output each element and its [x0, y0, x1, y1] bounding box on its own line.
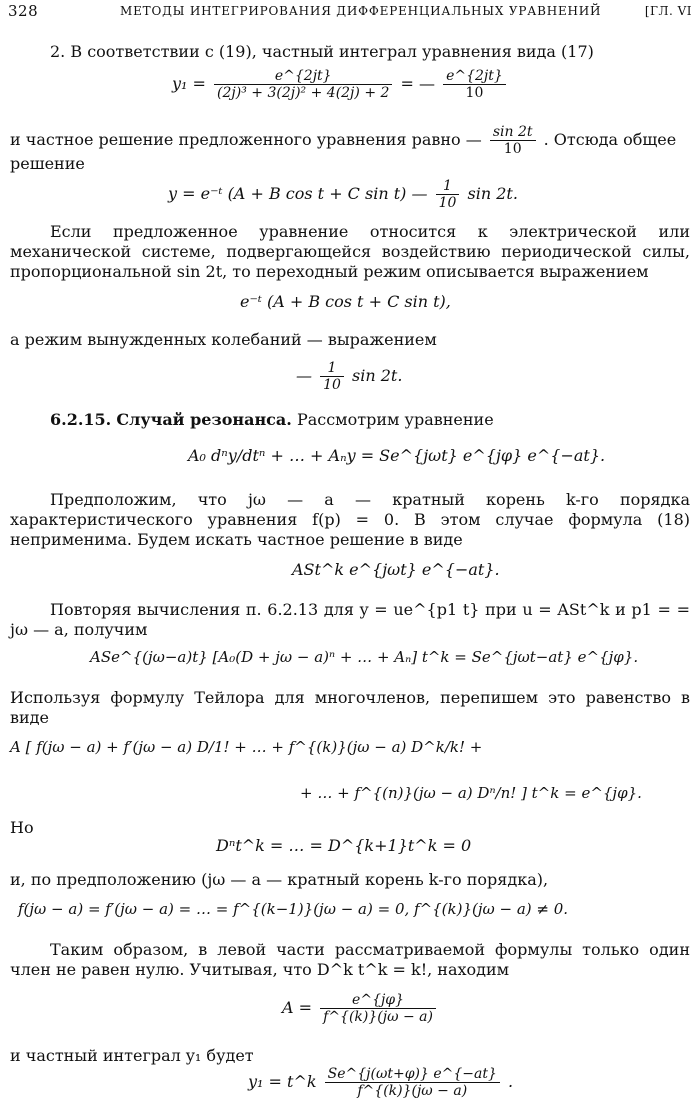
eq1-numerator-2: e^{2jt} [446, 68, 503, 84]
page-header [8, 2, 692, 24]
paragraph-3: Если предложенное уравнение относится к электрической или механической системе, подвергающейся воздействию периодической силы, пропорциональной sin 2t, то переходный режим описывается выражением [10, 222, 690, 281]
eq1-denominator-2: 10 [443, 84, 506, 101]
paragraph-5: Предположим, что jω — a — кратный корень k-го порядка характеристического уравнения f(p) = 0. В этом случае формула (18) неприменима. Будем искать частное решение в виде [10, 490, 690, 549]
equation-10: Dⁿt^k = … = D^{k+1}t^k = 0 [216, 836, 472, 855]
eq1-lhs: y₁ = [172, 74, 206, 93]
eq1-fraction-2 [443, 68, 506, 101]
chapter-label: [ГЛ. VI [644, 4, 692, 18]
eq5-fraction [320, 360, 344, 393]
equation-5: — $\frac{1}{10}$ sin 2t. [296, 360, 403, 393]
equation-9-line-1: A [ f(jω − a) + f′(jω − a) D/1! + … + f^{(k)}(jω − a) D^k/k! + [10, 738, 483, 756]
eq1-numerator: e^{2jt} [274, 68, 332, 84]
paragraph-11: и частный интеграл y₁ будет [10, 1046, 254, 1065]
eq5-tail: sin 2t. [352, 366, 403, 385]
paragraph-10: Таким образом, в левой части рассматриваемой формулы только один член не равен нулю. Учитывая, что D^k t^k = k!, находим [10, 940, 690, 979]
page-number: 328 [8, 2, 39, 20]
section-lead: Рассмотрим уравнение [296, 410, 494, 429]
eq12-numerator: e^{jφ} [352, 992, 405, 1008]
eq12-denominator: f^{(k)}(jω − a) [320, 1008, 436, 1025]
eq5-numerator: 1 [327, 360, 337, 376]
paragraph-1: 2. В соответствии с (19), частный интеграл уравнения вида (17) [50, 42, 594, 61]
p2-text-b: . Отсюда общее [543, 130, 677, 149]
eq12-lhs: A = [282, 998, 313, 1017]
paragraph-4: а режим вынужденных колебаний — выражением [10, 330, 437, 349]
eq13-tail: . [508, 1072, 514, 1091]
eq3-tail: sin 2t. [467, 184, 518, 203]
equation-3 [168, 178, 518, 211]
equation-12 [282, 992, 439, 1025]
p2-denominator: 10 [490, 140, 536, 157]
eq13-fraction [325, 1066, 500, 1099]
paragraph-9: и, по предположению (jω — a — кратный корень k-го порядка), [10, 870, 549, 889]
eq13-lhs: y₁ = t^k [248, 1072, 317, 1091]
eq3-main: y = e⁻ᵗ (A + B cos t + C sin t) — [168, 184, 428, 203]
eq13-denominator: f^{(k)}(jω − a) [325, 1082, 500, 1099]
paragraph-6: Повторяя вычисления п. 6.2.13 для y = ue^{p1 t} при u = ASt^k и p1 = = jω — a, получим [10, 600, 690, 639]
equation-6: A₀ dⁿy/dtⁿ + … + Aₙy = Se^{jωt} e^{jφ} e^{−at}. [188, 446, 606, 465]
eq3-fraction [436, 178, 460, 211]
section-number: 6.2.15. [50, 410, 112, 429]
eq3-numerator: 1 [443, 178, 452, 194]
equation-4: e⁻ᵗ (A + B cos t + C sin t), [240, 292, 451, 311]
equation-8: ASe^{(jω−a)t} [A₀(D + jω − a)ⁿ + … + Aₙ] t^k = Se^{jωt−at} e^{jφ}. [90, 648, 639, 666]
p2-text-a: и частное решение предложенного уравнения равно [10, 130, 461, 149]
section-title: Случай резонанса. [116, 410, 292, 429]
p2-numerator: sin 2t [492, 124, 533, 140]
eq13-numerator: Se^{j(ωt+φ)} e^{−at} [327, 1066, 497, 1082]
equation-9-line-2: + … + f^{(n)}(jω − a) Dⁿ/n! ] t^k = e^{jφ}. [300, 784, 642, 802]
paragraph-2: и частное решение предложенного уравнения равно — $\frac{\sin 2t}{10}$ . Отсюда общее [10, 124, 677, 157]
eq1-denominator: (2j)³ + 3(2j)² + 4(2j) + 2 [214, 84, 392, 101]
equation-7: ASt^k e^{jωt} e^{−at}. [292, 560, 500, 579]
eq3-denominator: 10 [436, 194, 460, 211]
running-title: МЕТОДЫ ИНТЕГРИРОВАНИЯ ДИФФЕРЕНЦИАЛЬНЫХ УРАВНЕНИЙ [120, 4, 602, 18]
eq5-denominator: 10 [320, 376, 344, 393]
paragraph-8: Но [10, 818, 34, 837]
p2-fraction [490, 124, 536, 157]
paragraph-2c: решение [10, 154, 85, 173]
equation-11: f(jω − a) = f′(jω − a) = … = f^{(k−1)}(jω − a) = 0, f^{(k)}(jω − a) ≠ 0. [18, 900, 569, 918]
eq1-fraction-1 [214, 68, 392, 101]
equation-1 [172, 68, 509, 101]
eq12-fraction [320, 992, 436, 1025]
section-heading [50, 410, 494, 430]
paragraph-7: Используя формулу Тейлора для многочленов, перепишем это равенство в виде [10, 688, 690, 727]
eq1-equals: = — [400, 74, 435, 93]
equation-13 [248, 1066, 513, 1099]
